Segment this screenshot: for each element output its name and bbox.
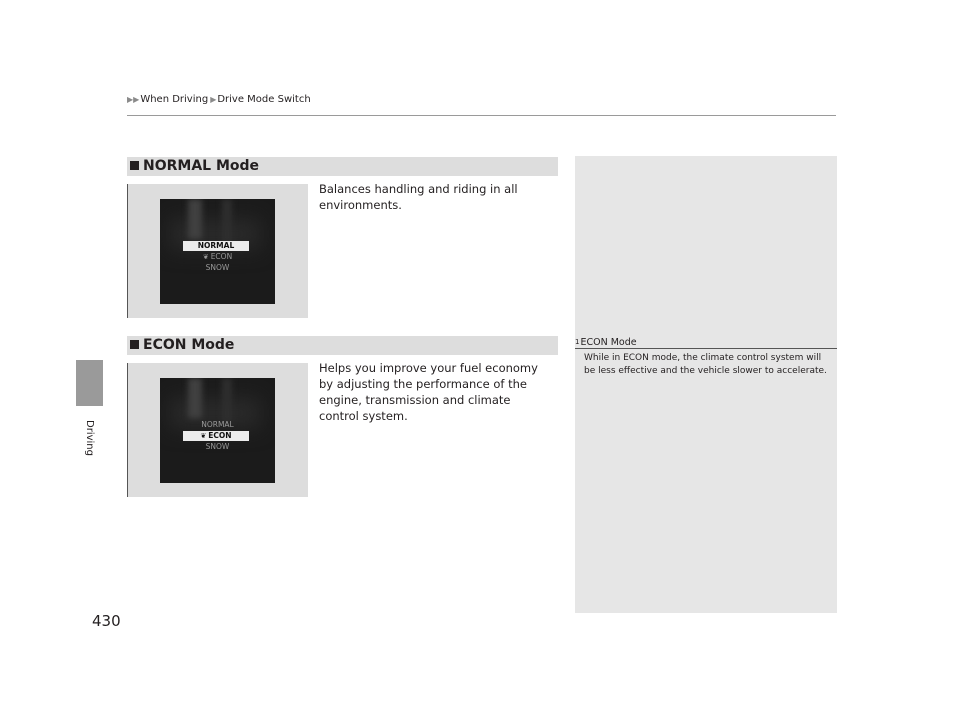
black-square-icon <box>130 161 139 170</box>
mode-option-normal-selected: NORMAL <box>183 241 249 251</box>
mode-option-econ-selected: ❦ ECON <box>183 431 249 441</box>
leaf-icon: ❦ <box>200 432 207 440</box>
mode-option-snow: SNOW <box>205 263 230 272</box>
mode-option-normal: NORMAL <box>201 420 234 429</box>
section-header-econ <box>127 336 558 355</box>
mode-option-econ: ❦ ECON <box>202 252 233 261</box>
note-column <box>575 156 837 613</box>
note-divider <box>575 348 837 349</box>
section-description-econ: Helps you improve your fuel economy by adjusting the performance of the engine, transmission and climate control system. <box>319 361 538 423</box>
triangle-right-icon: ▶ <box>210 95 217 104</box>
mode-display-screen <box>160 378 275 483</box>
note-title: ECON Mode <box>580 337 637 348</box>
black-square-icon <box>130 340 139 349</box>
section-description-normal: Balances handling and riding in all environments. <box>319 182 518 212</box>
breadcrumb-item-drive-mode-switch[interactable]: Drive Mode Switch <box>217 94 311 105</box>
page-number: 430 <box>92 612 121 630</box>
mode-display-screen <box>160 199 275 304</box>
breadcrumb <box>127 93 313 107</box>
display-panel-econ <box>127 363 308 497</box>
header-rule <box>127 115 836 116</box>
leaf-icon: ❦ <box>202 253 209 261</box>
chapter-tab <box>76 360 103 406</box>
section-title-normal: NORMAL Mode <box>143 158 260 174</box>
breadcrumb-item-when-driving[interactable]: When Driving <box>140 94 209 105</box>
triangle-right-icon: ▶▶ <box>127 95 140 104</box>
note-body: While in ECON mode, the climate control system will be less effective and the vehicle slower to accelerate. <box>584 353 827 376</box>
mode-option-snow: SNOW <box>205 442 230 451</box>
section-title-econ: ECON Mode <box>143 337 235 353</box>
chapter-label: Driving <box>84 420 95 456</box>
note-ref-number: 1 <box>575 338 580 346</box>
display-panel-normal <box>127 184 308 318</box>
section-header-normal <box>127 157 558 176</box>
